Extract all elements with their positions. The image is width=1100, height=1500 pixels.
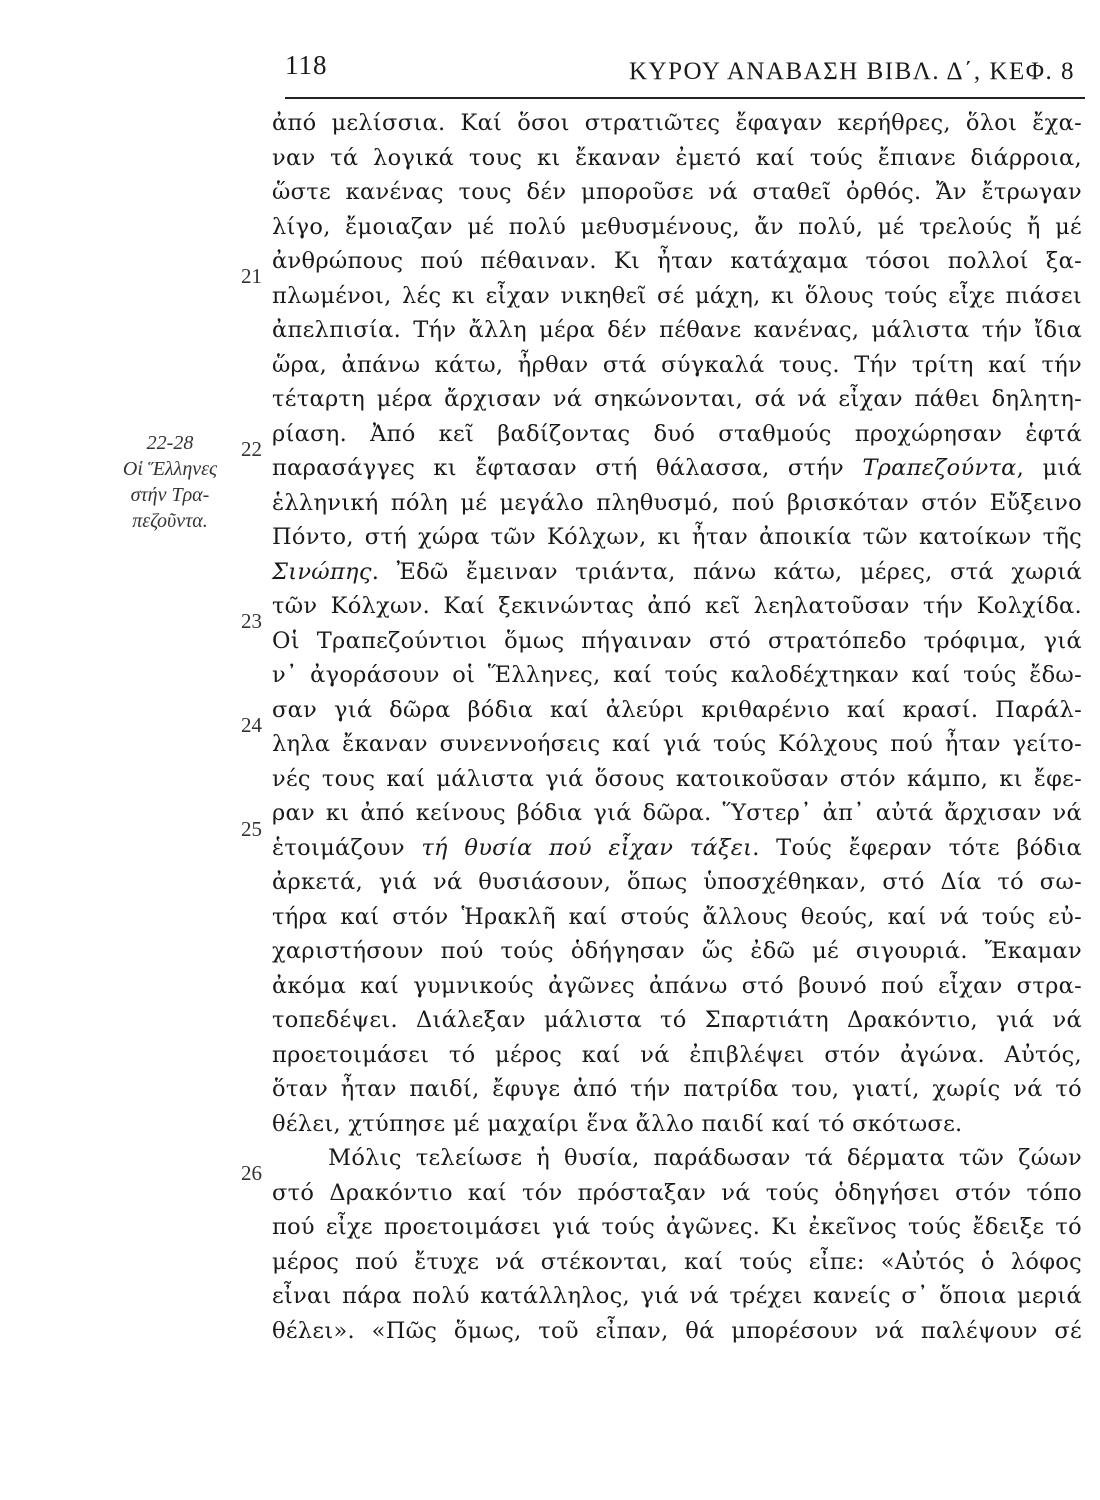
text-line: ναν τά λογικά τους κι ἔκαναν ἐμετό καί τούς ἔπιανε διάρροια, xyxy=(272,144,1082,171)
text-line: θέλει, χτύπησε μέ μαχαίρι ἕνα ἄλλο παιδί καί τό σκότωσε. xyxy=(272,1110,963,1137)
text-line: μέρος πού ἔτυχε νά στέκονται, καί τούς εἶπε: «Αὐτός ὁ λόφος xyxy=(272,1248,1082,1275)
text-line: Πόντο, στή χώρα τῶν Κόλχων, κι ἦταν ἀποικία τῶν κατοίκων τῆς xyxy=(272,524,1082,550)
text-line: σαν γιά δῶρα βόδια καί ἀλεύρι κριθαρένιο καί κρασί. Παράλ- xyxy=(272,696,1082,723)
text-line: τῶν Κόλχων. Καί ξεκινώντας ἀπό κεῖ λεηλατοῦσαν τήν Κολχίδα. xyxy=(272,593,1082,619)
paragraph-number-25: 25 xyxy=(241,817,262,841)
paragraph-number-21: 21 xyxy=(241,264,262,288)
text-segment: ἑτοιμάζουν xyxy=(272,834,422,861)
text-line: προετοιμάσει τό μέρος καί νά ἐπιβλέψει στόν ἀγώνα. Αὐτός, xyxy=(272,1041,1082,1068)
text-segment: . Τούς ἔφεραν τότε βόδια xyxy=(752,834,1082,861)
text-line: ἀπελπισία. Τήν ἄλλη μέρα δέν πέθανε κανένας, μάλιστα τήν ἴδια xyxy=(272,317,1082,343)
text-line: ἀπό μελίσσια. Καί ὅσοι στρατιῶτες ἔφαγαν κερήθρες, ὅλοι ἔχα- xyxy=(272,110,1082,136)
text-line: τέταρτη μέρα ἄρχισαν νά σηκώνονται, σά νά εἶχαν πάθει δηλητη- xyxy=(272,386,1082,412)
running-head: ΚΥΡΟΥ ΑΝΑΒΑΣΗ ΒΙΒΛ. Δ΄, ΚΕΦ. 8 xyxy=(629,58,1075,85)
text-line: πλωμένοι, λές κι εἶχαν νικηθεῖ σέ μάχη, κι ὅλους τούς εἶχε πιάσει xyxy=(272,282,1082,309)
text-line: ἑλληνική πόλη μέ μεγάλο πληθυσμό, πού βρισκόταν στόν Εὔξεινο xyxy=(272,489,1082,516)
text-line: ληλα ἔκαναν συνεννοήσεις καί γιά τούς Κόλχους πού ἦταν γείτο- xyxy=(272,731,1082,757)
text-line: πού εἶχε προετοιμάσει γιά τούς ἀγῶνες. Κι ἐκεῖνος τούς ἔδειξε τό xyxy=(272,1214,1082,1240)
paragraph-number-24: 24 xyxy=(241,713,262,737)
text-line: Μόλις τελείωσε ἡ θυσία, παράδωσαν τά δέρματα τῶν ζώων xyxy=(328,1145,1082,1171)
phrase-thysia: τή θυσία πού εἶχαν τάξει xyxy=(421,834,753,861)
body-text xyxy=(272,106,1082,1348)
text-line: Οἱ Τραπεζούντιοι ὅμως πήγαιναν στό στρατόπεδο τρόφιμα, γιά xyxy=(272,627,1082,654)
text-line: ὥστε κανένας τους δέν μποροῦσε νά σταθεῖ ὀρθός. Ἄν ἔτρωγαν xyxy=(272,179,1082,205)
page-number: 118 xyxy=(285,50,328,80)
text-line: στό Δρακόντιο καί τόν πρόσταξαν νά τούς ὁδηγήσει στόν τόπο xyxy=(272,1179,1082,1206)
place-name-sinopis: Σινώπης xyxy=(272,558,372,585)
text-line: νές τους καί μάλιστα γιά ὅσους κατοικοῦσαν στόν κάμπο, κι ἔφε- xyxy=(272,765,1082,792)
text-line: ἀκόμα καί γυμνικούς ἀγῶνες ἀπάνω στό βουνό πού εἶχαν στρα- xyxy=(272,972,1082,999)
text-line: ρίαση. Ἀπό κεῖ βαδίζοντας δυό σταθμούς προχώρησαν ἑφτά xyxy=(272,420,1082,447)
text-line: ραν κι ἀπό κείνους βόδια γιά δῶρα. Ὕστερ᾽ ἀπ᾽ αὐτά ἄρχισαν νά xyxy=(272,800,1082,826)
side-note-range: 22-28 xyxy=(146,432,194,454)
text-line: ἀνθρώπους πού πέθαιναν. Κι ἦταν κατάχαμα τόσοι πολλοί ξα- xyxy=(272,248,1082,274)
side-note-line: Οἱ Ἕλληνες xyxy=(122,458,218,480)
text-line: ν᾽ ἀγοράσουν οἱ Ἕλληνες, καί τούς καλοδέχτηκαν καί τούς ἔδω- xyxy=(272,662,1082,688)
text-line: λίγο, ἔμοιαζαν μέ πολύ μεθυσμένους, ἄν πολύ, μέ τρελούς ἤ μέ xyxy=(272,213,1082,240)
text-segment: παρασάγγες κι ἔφτασαν στή θάλασσα, στήν xyxy=(272,455,863,481)
text-segment: . Ἐδῶ ἔμειναν τριάντα, πάνω κάτω, μέρες, στά χωριά xyxy=(371,558,1082,585)
header-rule xyxy=(285,97,1085,99)
text-line: χαριστήσουν πού τούς ὁδήγησαν ὥς ἐδῶ μέ σιγουριά. Ἔκαμαν xyxy=(272,938,1082,964)
text-line: τοπεδέψει. Διάλεξαν μάλιστα τό Σπαρτιάτη Δρακόντιο, γιά νά xyxy=(272,1007,1082,1033)
side-note-line: στήν Τρα- xyxy=(130,484,210,506)
text-line xyxy=(272,555,1082,590)
paragraph-number-22: 22 xyxy=(241,437,262,461)
text-line: εἶναι πάρα πολύ κατάλληλος, γιά νά τρέχει κανείς σ᾽ ὅποια μεριά xyxy=(272,1283,1082,1309)
text-line xyxy=(272,451,1082,486)
paragraph-number-26: 26 xyxy=(241,1161,262,1185)
text-line: τήρα καί στόν Ἡρακλῆ καί στούς ἄλλους θεούς, καί νά τούς εὐ- xyxy=(272,903,1082,930)
text-line: ὅταν ἦταν παιδί, ἔφυγε ἀπό τήν πατρίδα του, γιατί, χωρίς νά τό xyxy=(272,1076,1082,1102)
text-segment: , μιά xyxy=(1016,455,1082,481)
place-name-trapezounta: Τραπεζούντα xyxy=(862,455,1017,481)
text-line: θέλει». «Πῶς ὅμως, τοῦ εἶπαν, θά μπορέσουν νά παλέψουν σέ xyxy=(272,1317,1082,1344)
page-header xyxy=(285,50,1085,96)
text-line xyxy=(272,831,1082,866)
side-note-line: πεζοῦντα. xyxy=(132,510,208,532)
text-line: ὥρα, ἀπάνω κάτω, ἦρθαν στά σύγκαλά τους. Τήν τρίτη καί τήν xyxy=(272,351,1082,378)
paragraph-number-23: 23 xyxy=(241,609,262,633)
text-line: ἀρκετά, γιά νά θυσιάσουν, ὅπως ὑποσχέθηκαν, στό Δία τό σω- xyxy=(272,869,1082,895)
